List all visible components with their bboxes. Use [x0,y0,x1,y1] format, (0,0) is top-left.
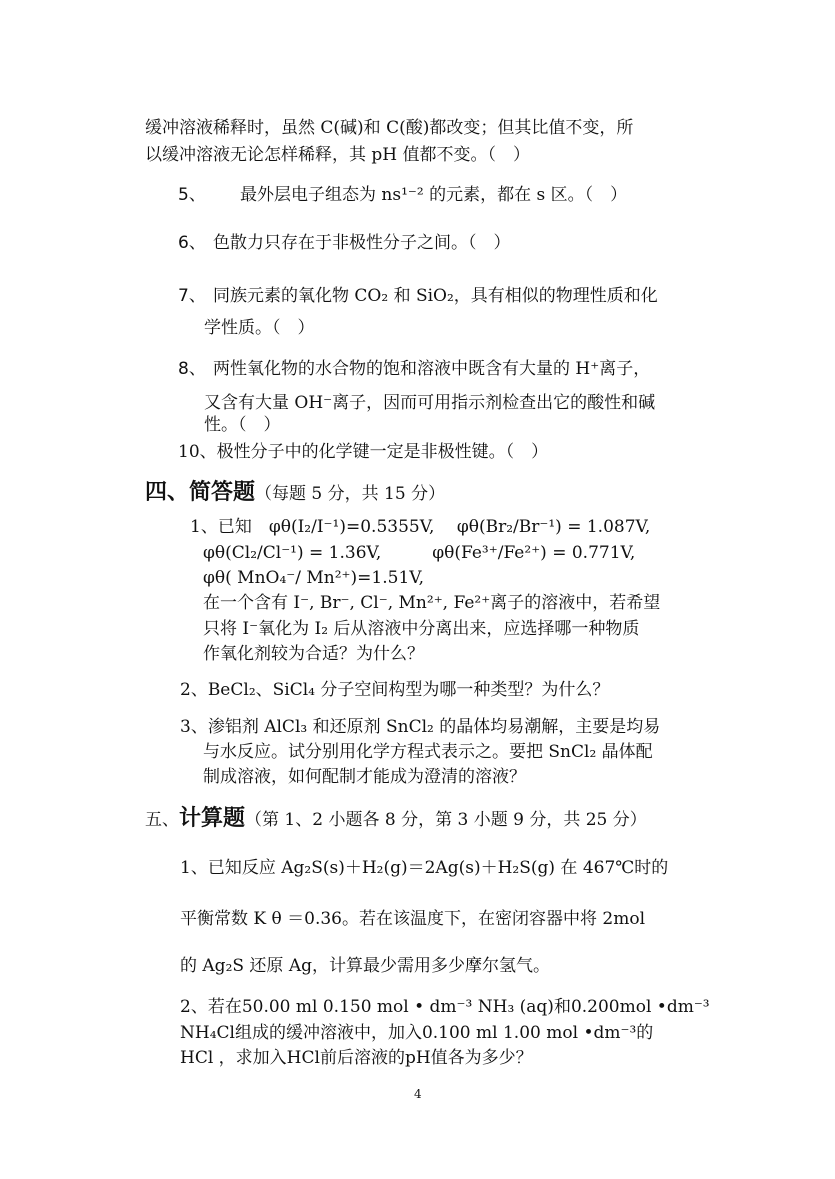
text-line: 以缓冲溶液无论怎样稀释，其 pH 值都不变。（ ） [145,145,531,165]
question-text: 同族元素的氧化物 CO₂ 和 SiO₂，具有相似的物理性质和化 [213,286,658,306]
text-line: φθ( MnO₄⁻/ Mn²⁺)=1.51V, [203,568,424,588]
text-line: 1、已知反应 Ag₂S(s)＋H₂(g)＝2Ag(s)＋H₂S(g) 在 467℃时的 [180,858,669,878]
question-10: 10、极性分子中的化学键一定是非极性键。（ ） [178,442,549,462]
section-title: 四、简答题 [145,479,256,505]
text-line: HCl ，求加入HCl前后溶液的pH值各为多少？ [180,1048,533,1068]
question-text: 最外层电子组态为 ns¹⁻² 的元素，都在 s 区。（ ） [240,185,628,205]
question-text: 性。（ ） [204,415,281,435]
question-text: 学性质。（ ） [204,318,315,338]
text-line: φθ(Cl₂/Cl⁻¹) = 1.36V, φθ(Fe³⁺/Fe²⁺) = 0.771V, [203,543,636,563]
text-line: 制成溶液，如何配制才能成为澄清的溶液？ [203,767,526,787]
text-line: 作氧化剂较为合适？为什么？ [203,644,424,664]
text-line: NH₄Cl组成的缓冲溶液中，加入0.100 ml 1.00 mol •dm⁻³的 [180,1023,654,1043]
text-line: 2、若在50.00 ml 0.150 mol • dm⁻³ NH₃ (aq)和0.200mol •dm⁻³ [180,997,710,1017]
text-line: 1、已知 φθ(I₂/I⁻¹)=0.5355V, φθ(Br₂/Br⁻¹) = 1.087V, [190,517,651,537]
section-note: （每题 5 分，共 15 分） [255,484,446,504]
section-5-heading [145,805,647,833]
question-text: 又含有大量 OH⁻离子，因而可用指示剂检查出它的酸性和碱 [204,393,656,413]
text-line: 缓冲溶液稀释时，虽然 C(碱)和 C(酸)都改变；但其比值不变，所 [145,118,634,138]
text-line: 3、渗铝剂 AlCl₃ 和还原剂 SnCl₂ 的晶体均易潮解，主要是均易 [180,717,661,737]
text-line: 只将 I⁻氧化为 I₂ 后从溶液中分离出来，应选择哪一种物质 [203,619,640,639]
question-number: 5、 [178,185,206,205]
question-text: 色散力只存在于非极性分子之间。（ ） [213,233,511,253]
text-line: 与水反应。试分别用化学方程式表示之。要把 SnCl₂ 晶体配 [203,742,653,762]
question-number: 7、 [178,286,206,306]
section-prefix: 五、 [145,810,179,830]
text-line: 2、BeCl₂、SiCl₄ 分子空间构型为哪一种类型？为什么？ [180,680,610,700]
text-line: 的 Ag₂S 还原 Ag，计算最少需用多少摩尔氢气。 [180,956,550,976]
section-4-heading [145,478,445,508]
question-number: 6、 [178,233,206,253]
text-line: 平衡常数 K θ ＝0.36。若在该温度下，在密闭容器中将 2mol [180,909,646,929]
section-title: 计算题 [179,805,246,831]
question-number: 8、 [178,359,206,379]
page-number: 4 [414,1087,422,1101]
question-text: 两性氧化物的水合物的饱和溶液中既含有大量的 H⁺离子， [213,359,651,379]
section-note: （第 1、2 小题各 8 分，第 3 小题 9 分，共 25 分） [245,810,647,830]
text-line: 在一个含有 I⁻, Br⁻, Cl⁻, Mn²⁺, Fe²⁺离子的溶液中，若希望 [203,593,661,613]
